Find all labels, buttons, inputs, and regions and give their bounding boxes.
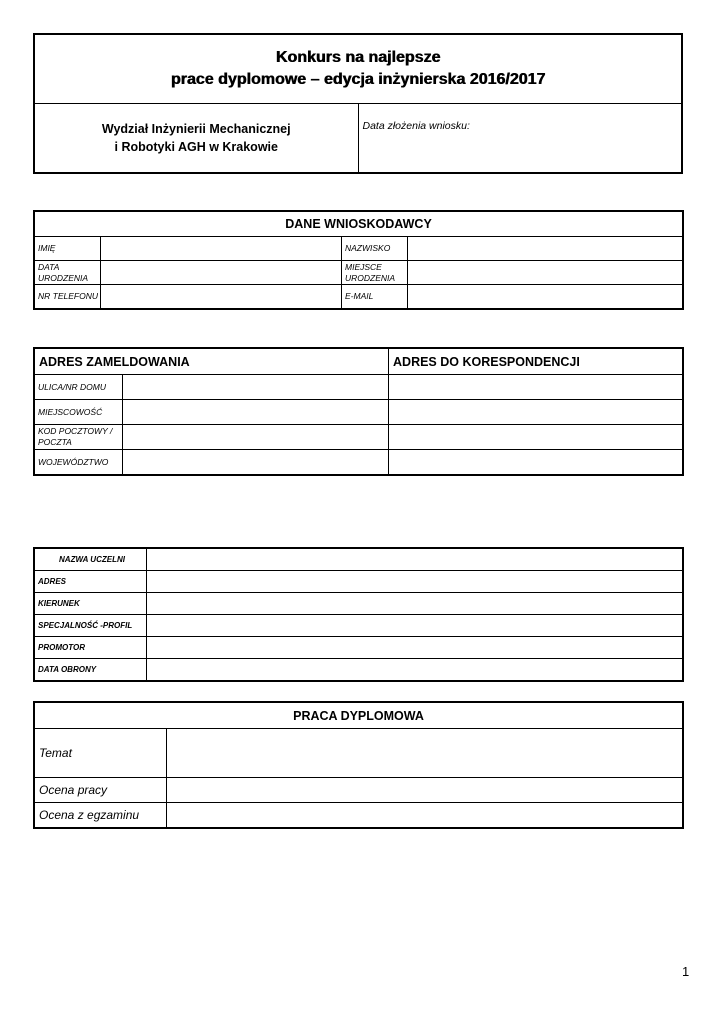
phone-field[interactable] bbox=[101, 285, 342, 309]
email-field[interactable] bbox=[408, 285, 683, 309]
applicant-table bbox=[34, 211, 683, 309]
birth-place-label-line-2: URODZENIA bbox=[345, 272, 396, 283]
registered-street-field[interactable] bbox=[123, 375, 389, 400]
last-name-field[interactable] bbox=[408, 237, 683, 261]
exam-grade-label: Ocena z egzaminu bbox=[35, 803, 167, 828]
street-label: ULICA/NR DOMU bbox=[35, 375, 123, 400]
faculty-name bbox=[35, 104, 359, 173]
university-address-label: ADRES bbox=[35, 571, 147, 593]
birth-place-field[interactable] bbox=[408, 261, 683, 285]
birth-place-label-line-1: MIEJSCE bbox=[345, 261, 382, 272]
exam-grade-field[interactable] bbox=[167, 803, 683, 828]
city-label: MIEJSCOWOŚĆ bbox=[35, 400, 123, 425]
field-of-study-field[interactable] bbox=[147, 593, 683, 615]
correspondence-province-field[interactable] bbox=[389, 450, 683, 475]
thesis-table bbox=[34, 702, 683, 828]
supervisor-field[interactable] bbox=[147, 637, 683, 659]
form-title bbox=[35, 35, 682, 104]
submission-date-field[interactable] bbox=[358, 104, 682, 173]
address-table bbox=[34, 348, 683, 475]
defense-date-field[interactable] bbox=[147, 659, 683, 681]
last-name-label: NAZWISKO bbox=[342, 237, 408, 261]
work-grade-field[interactable] bbox=[167, 778, 683, 803]
correspondence-city-field[interactable] bbox=[389, 400, 683, 425]
email-label: E-MAIL bbox=[342, 285, 408, 309]
work-grade-label: Ocena pracy bbox=[35, 778, 167, 803]
province-label: WOJEWÓDZTWO bbox=[35, 450, 123, 475]
submission-date-label: Data złożenia wniosku: bbox=[362, 120, 470, 132]
form-title-line-2: prace dyplomowe – edycja inżynierska 2016/2017 bbox=[170, 71, 546, 88]
faculty-line-2: i Robotyki AGH w Krakowie bbox=[114, 140, 278, 154]
topic-label: Temat bbox=[35, 729, 167, 778]
university-name-label: NAZWA UCZELNI bbox=[35, 549, 147, 571]
form-title-line-1: Konkurs na najlepsze bbox=[275, 49, 441, 66]
correspondence-address-title: ADRES DO KORESPONDENCJI bbox=[389, 349, 683, 375]
correspondence-postal-field[interactable] bbox=[389, 425, 683, 450]
registered-province-field[interactable] bbox=[123, 450, 389, 475]
supervisor-label: PROMOTOR bbox=[35, 637, 147, 659]
registered-postal-field[interactable] bbox=[123, 425, 389, 450]
first-name-label: IMIĘ bbox=[35, 237, 101, 261]
postal-code-label bbox=[35, 425, 123, 450]
birth-place-label bbox=[342, 261, 408, 285]
correspondence-street-field[interactable] bbox=[389, 375, 683, 400]
registered-address-title: ADRES ZAMELDOWANIA bbox=[35, 349, 389, 375]
defense-date-label: DATA OBRONY bbox=[35, 659, 147, 681]
specialty-label: SPECJALNOŚĆ -PROFIL bbox=[35, 615, 147, 637]
faculty-line-1: Wydział Inżynierii Mechanicznej bbox=[101, 122, 291, 136]
specialty-field[interactable] bbox=[147, 615, 683, 637]
university-address-field[interactable] bbox=[147, 571, 683, 593]
page-number: 1 bbox=[682, 964, 690, 979]
birth-date-label-line-1: DATA bbox=[38, 261, 60, 272]
phone-label: NR TELEFONU bbox=[35, 285, 101, 309]
applicant-section-title: DANE WNIOSKODAWCY bbox=[35, 212, 683, 237]
university-name-field[interactable] bbox=[147, 549, 683, 571]
registered-city-field[interactable] bbox=[123, 400, 389, 425]
first-name-field[interactable] bbox=[101, 237, 342, 261]
birth-date-label-line-2: URODZENIA bbox=[38, 272, 89, 283]
field-of-study-label: KIERUNEK bbox=[35, 593, 147, 615]
postal-code-label-line-2: POCZTA bbox=[38, 437, 72, 447]
thesis-section-title: PRACA DYPLOMOWA bbox=[35, 703, 683, 729]
university-table bbox=[34, 548, 683, 681]
birth-date-label bbox=[35, 261, 101, 285]
topic-field[interactable] bbox=[167, 729, 683, 778]
postal-code-label-line-1: KOD POCZTOWY / bbox=[38, 426, 113, 436]
title-block bbox=[34, 34, 682, 173]
birth-date-field[interactable] bbox=[101, 261, 342, 285]
